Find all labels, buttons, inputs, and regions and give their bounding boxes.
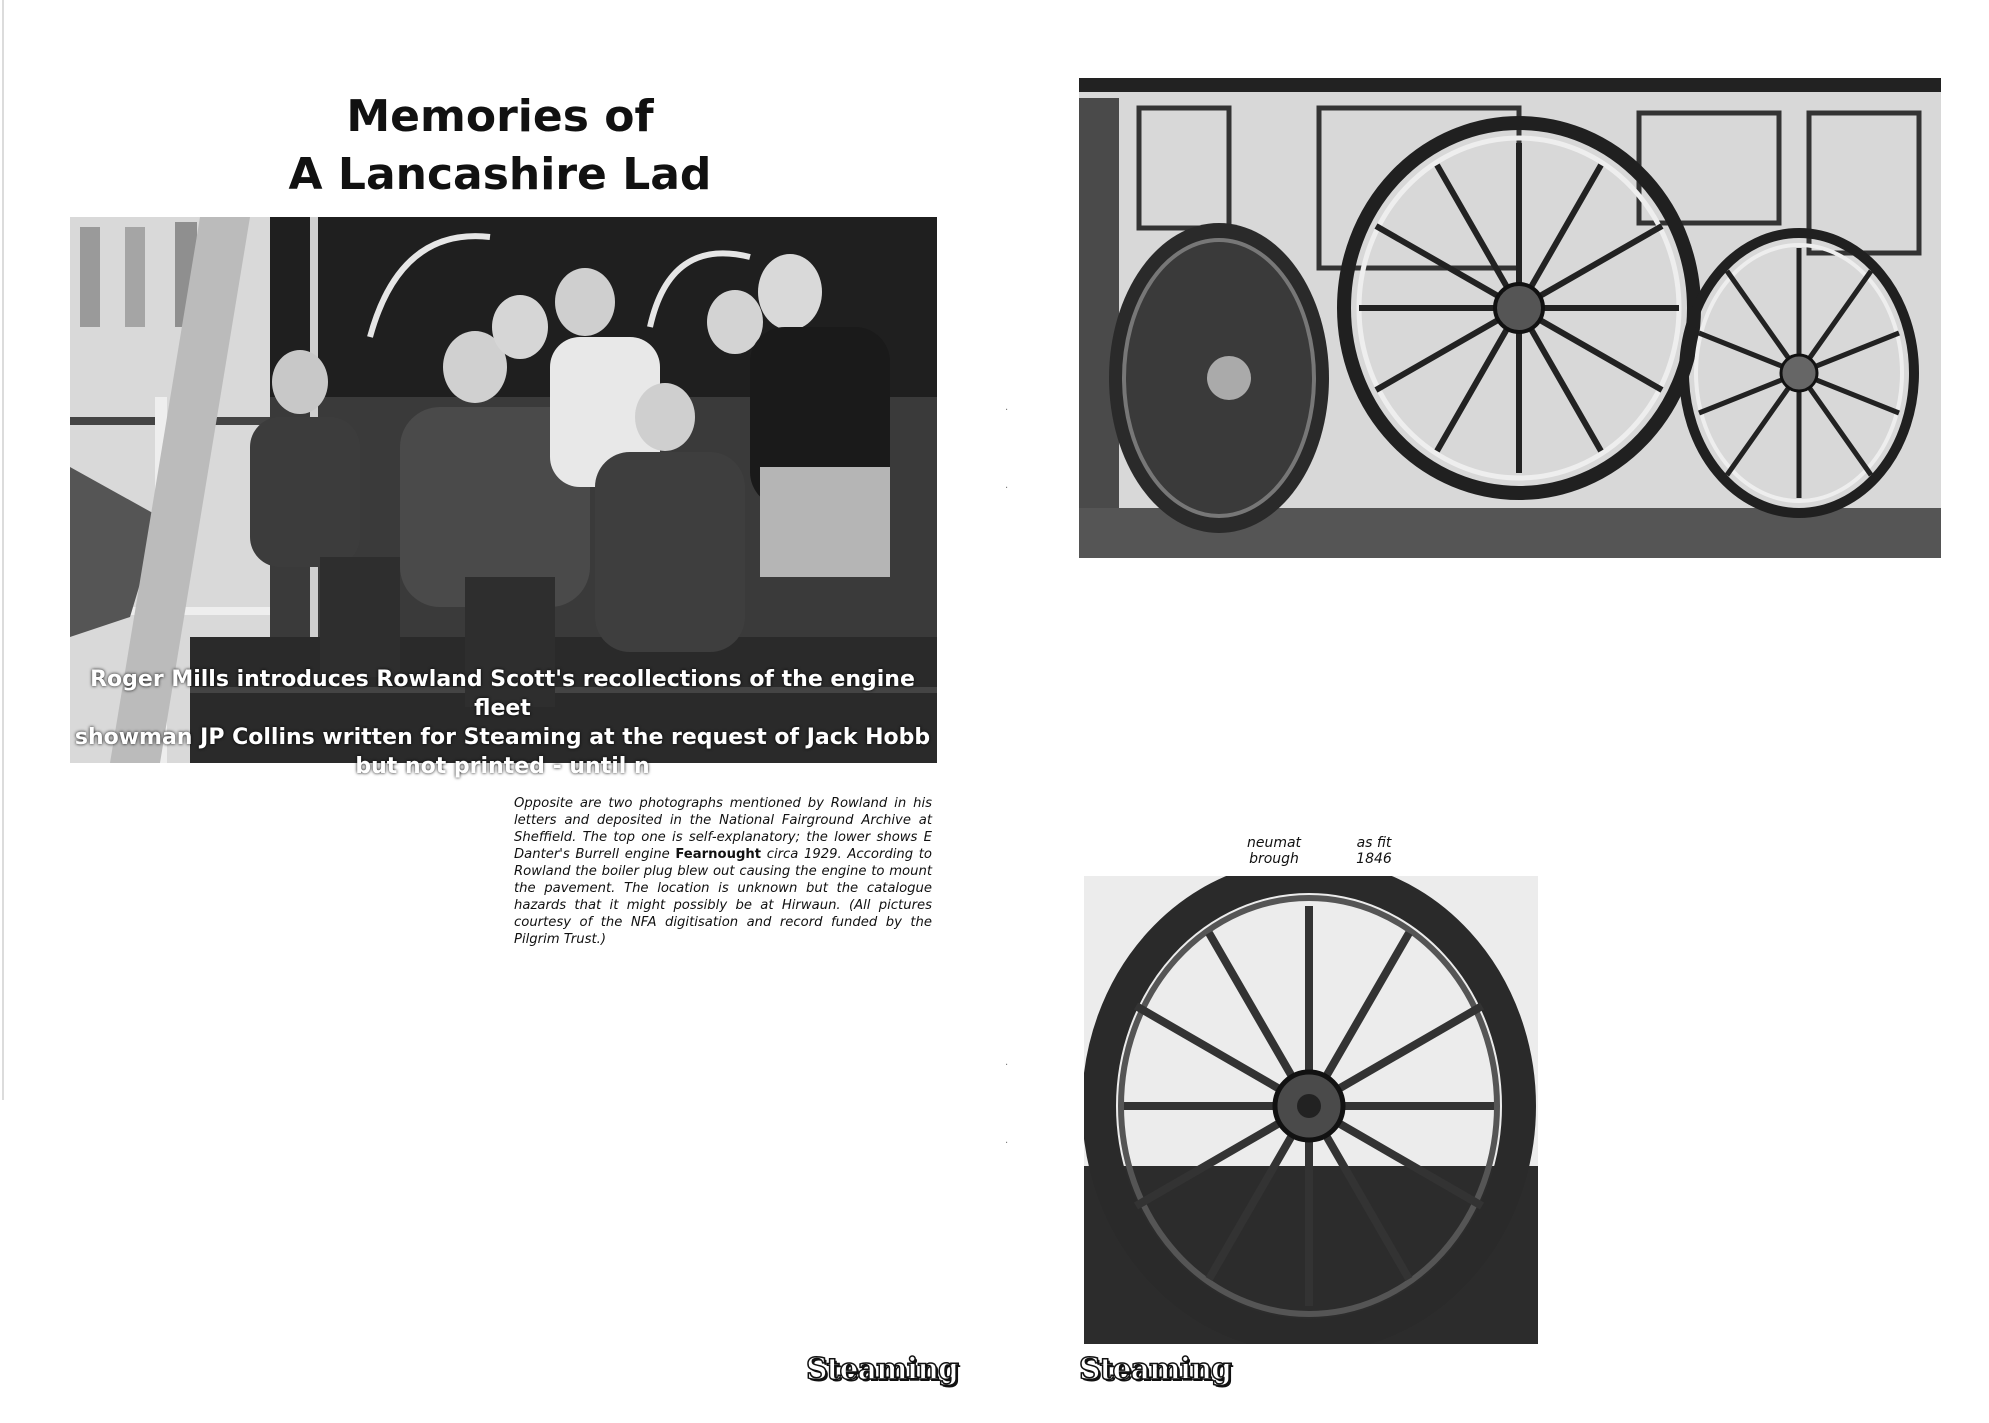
- intro-line-3: but not printed - until n: [355, 754, 650, 779]
- wagon-wheels-photograph: [1079, 78, 1941, 558]
- title-line-2: A Lancashire Lad: [288, 149, 712, 200]
- label-left-line-1: neumat: [1246, 835, 1302, 851]
- engine-name: Fearnought: [675, 847, 762, 862]
- right-page: [994, 0, 1989, 1423]
- intro-line-1: Roger Mills introduces Rowland Scott's recollections of the engine fleet: [90, 667, 915, 721]
- caption-part-1: Opposite are two photographs mentioned by Rowland in his letters and deposited in the National Fairground Archive at Sheffield. The top one is self-explanatory; the lower shows E Danter's Burrell engine: [514, 796, 932, 862]
- article-title: [260, 88, 740, 204]
- label-right-line-1: as fit: [1356, 835, 1392, 851]
- label-right-line-2: 1846: [1356, 851, 1392, 867]
- label-right: [1344, 835, 1404, 867]
- gutter-mark: ·: [1005, 1138, 1009, 1149]
- left-page: [0, 0, 994, 1423]
- photo-caption: [514, 795, 932, 948]
- gutter-mark: ·: [1005, 483, 1009, 494]
- caption-part-2: circa 1929. According to Rowland the boiler plug blew out causing the engine to mount the pavement. The location is unknown but the catalogue hazards that it might possibly be at Hirwaun. (All pictures courtesy of the NFA digitisation and record funded by the Pilgrim Trust.): [514, 847, 932, 947]
- article-intro: [70, 665, 935, 781]
- steaming-logo-right: Steaming: [1079, 1352, 1231, 1387]
- steaming-logo-left: Steaming: [806, 1352, 958, 1387]
- label-left: [1234, 835, 1314, 867]
- gutter-mark: ·: [1005, 1060, 1009, 1071]
- engine-wheel-photograph: [1084, 876, 1538, 1344]
- gutter-mark: ·: [1005, 405, 1009, 416]
- label-left-line-2: brough: [1249, 851, 1299, 867]
- title-line-1: Memories of: [346, 91, 654, 142]
- intro-line-2: showman JP Collins written for Steaming at the request of Jack Hobb: [74, 725, 931, 750]
